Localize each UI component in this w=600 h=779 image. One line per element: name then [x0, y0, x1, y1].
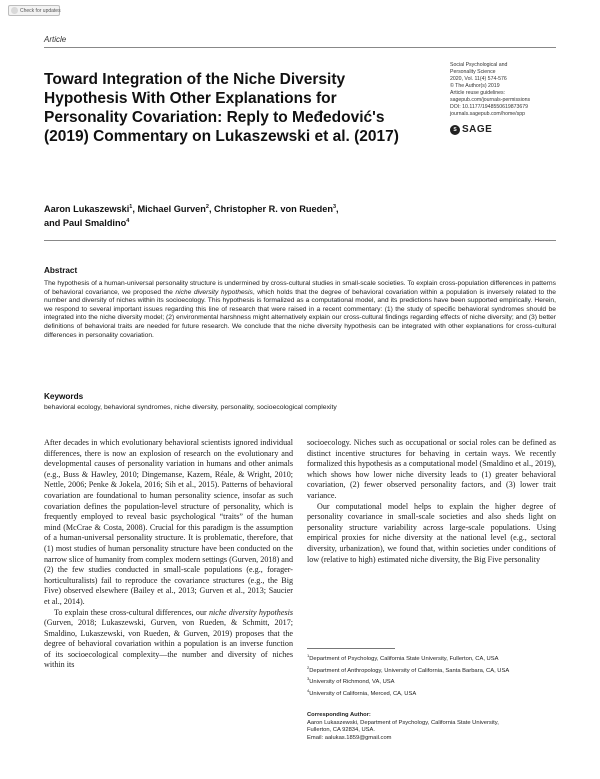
sage-seal-icon: S — [450, 125, 460, 135]
body-paragraph: After decades in which evolutionary behavioral scientists ignored individual differences, there is now an explosion of research on the evolutionary and developmental causes of personality variation in humans and other animals (e.g., Buss & Hawley, 2010; Dingemanse, Kazem, Réale, & Wright, 2010; Nettle, 2006; Penke & Jokela, 2016; Sih et al., 2015). Patterns of behavioral covariation are foundational to human personality science, insofar as such covariation defines the population-level structure of personality, which is frequently employed to reveal basic psychological “traits” of the human mind (McCrae & Costa, 2008). Crucial for this paradigm is the assumption of a human-universal personality structure. It is problematic, therefore, that (1) most studies of human personality structure have been conducted on the narrow slice of humanity from complex modern settings (Gurven, 2018) and (2) the few studies conducted in small-scale populations (e.g., forager-horticulturalists) fail to reproduce the covariance structures (e.g., the Big Five) observed elsewhere (Bailey et al., 2013; Gurven et al., 2013; Saucier et al., 2014). — [44, 438, 293, 606]
author-affil-sup: 2 — [205, 204, 209, 210]
corresponding-line: Fullerton, CA 92834, USA. — [307, 727, 375, 734]
publisher-logo — [450, 124, 492, 135]
journal-info-line: © The Author(s) 2019 — [450, 83, 500, 89]
abstract-emphasis: niche diversity hypothesis — [175, 288, 253, 296]
author-name: Michael Gurven — [137, 204, 206, 215]
keywords-text: behavioral ecology, behavioral syndromes, niche diversity, personality, socioecological complexity — [44, 404, 337, 411]
publisher-name: SAGE — [462, 124, 493, 135]
journal-info-line: Social Psychological and — [450, 62, 508, 68]
author-affil-sup: 4 — [126, 218, 130, 225]
journal-doi[interactable]: DOI: 10.1177/1948550619873679 — [450, 104, 529, 110]
corresponding-heading: Corresponding Author: — [307, 712, 371, 718]
body-paragraph: Our computational model helps to explain the higher degree of personality covariance in small-scale societies and also sheds light on personality structure variability across large-scale populations. Using empirical proxies for niche diversity at the national level (e.g., sectoral diversity, urbanization), we found that, within societies under conditions of low (relative to high) estimated niche diversity, the Big Five personality — [307, 501, 556, 564]
check-updates-icon — [11, 7, 18, 14]
author-name: Aaron Lukaszewski — [44, 204, 130, 215]
journal-info-line: 2020, Vol. 11(4) 574-576 — [450, 76, 507, 82]
affiliation-item: $^1$Department of Psychology, California State University, Fullerton, CA, USA — [307, 653, 499, 662]
author-affil-sup: 1 — [129, 204, 133, 210]
authors-rule — [44, 240, 556, 241]
author-name: Paul Smaldino — [62, 218, 127, 229]
header-rule — [44, 47, 556, 48]
footnote-rule — [307, 648, 395, 649]
body-column-left — [44, 438, 293, 671]
journal-info-line: Personality Science — [450, 69, 496, 75]
corresponding-author — [307, 712, 556, 742]
corresponding-email[interactable]: Email: aalukas.1859@gmail.com — [307, 734, 392, 741]
keywords-heading: Keywords — [44, 392, 84, 401]
affiliation-item: $^4$University of California, Merced, CA, USA — [307, 687, 417, 697]
check-updates-label: Check for updates — [20, 7, 61, 14]
body-paragraph: To explain these cross-cultural differences, our niche diversity hypothesis (Gurven, 2018; Lukaszewski, Gurven, von Rueden, & Schmitt, 2017; Smaldino, Lukaszewski, von Rueden, & Gurven, 2019) proposes that the degree of behavioral covariation within a population is an inverse function of its socioecological complexity—the number and diversity of niches within its — [44, 607, 293, 670]
journal-info — [450, 62, 570, 118]
body-column-right — [307, 438, 556, 565]
abstract-text: The hypothesis of a human-universal personality structure is undermined by cross-cultural studies in small-scale societies. To explain cross-population differences in patterns of behavioral covariance, we proposed the niche diversity hypothesis, which holds that the degree of behavioral covariation within a population is inversely related to the number and diversity of niches within its socioecology. This hypothesis is formalized as a computational model, and its predictions have been supported empirically. Herein, we respond to several important issues regarding this line of research that were raised in a recent commentary: (1) the study of specific behavioral syndromes should be integrated into the niche diversity model; (2) environmental harshness might alternatively explain our cross-cultural findings regarding effects of niche diversity; and (3) better definitions of behavioral traits are needed for future research. We conclude that the niche diversity hypothesis can be integrated with other explanations for cross-cultural differences in personality covariation. — [44, 280, 557, 339]
author-list: Aaron Lukaszewski$^1$, Michael Gurven$^2$, Christopher R. von Rueden$^3$, and Paul Smaldino$^4$ — [44, 204, 339, 229]
body-paragraph: socioecology. Niches such as occupational or social roles can be defined as distinct incentive structures for behaving in certain ways. We recently formalized this hypothesis as a computational model (Smaldino et al., 2019), which shows how lower niche diversity leads to (1) greater behavioral covariation, (2) fewer observed personality factors, and (3) lower trait variance. — [307, 438, 556, 500]
author-conjunction: and — [44, 218, 61, 229]
body-emphasis: niche diversity hypothesis — [208, 607, 293, 617]
author-name: Christopher R. von Rueden — [214, 204, 333, 215]
corresponding-line: Aaron Lukaszewski, Department of Psychology, California State University, — [307, 719, 499, 726]
journal-home-link[interactable]: journals.sagepub.com/home/spp — [450, 111, 525, 117]
affiliation-item: $^3$University of Richmond, VA, USA — [307, 676, 395, 685]
author-affil-sup: 3 — [332, 204, 337, 210]
article-title: Toward Integration of the Niche Diversity Hypothesis With Other Explanations for Personality Covariation: Reply to Međedović's (2019) Commentary on Lukaszewski et al. (2017) — [44, 71, 399, 145]
check-for-updates-badge[interactable] — [8, 5, 60, 16]
affiliations — [307, 652, 556, 698]
journal-info-line: Article reuse guidelines: — [450, 90, 506, 96]
journal-info-link[interactable]: sagepub.com/journals-permissions — [450, 97, 531, 103]
article-type-label: Article — [44, 35, 67, 44]
affiliation-item: $^2$Department of Anthropology, University of California, Santa Barbara, CA, USA — [307, 664, 510, 674]
abstract-heading: Abstract — [44, 266, 78, 275]
